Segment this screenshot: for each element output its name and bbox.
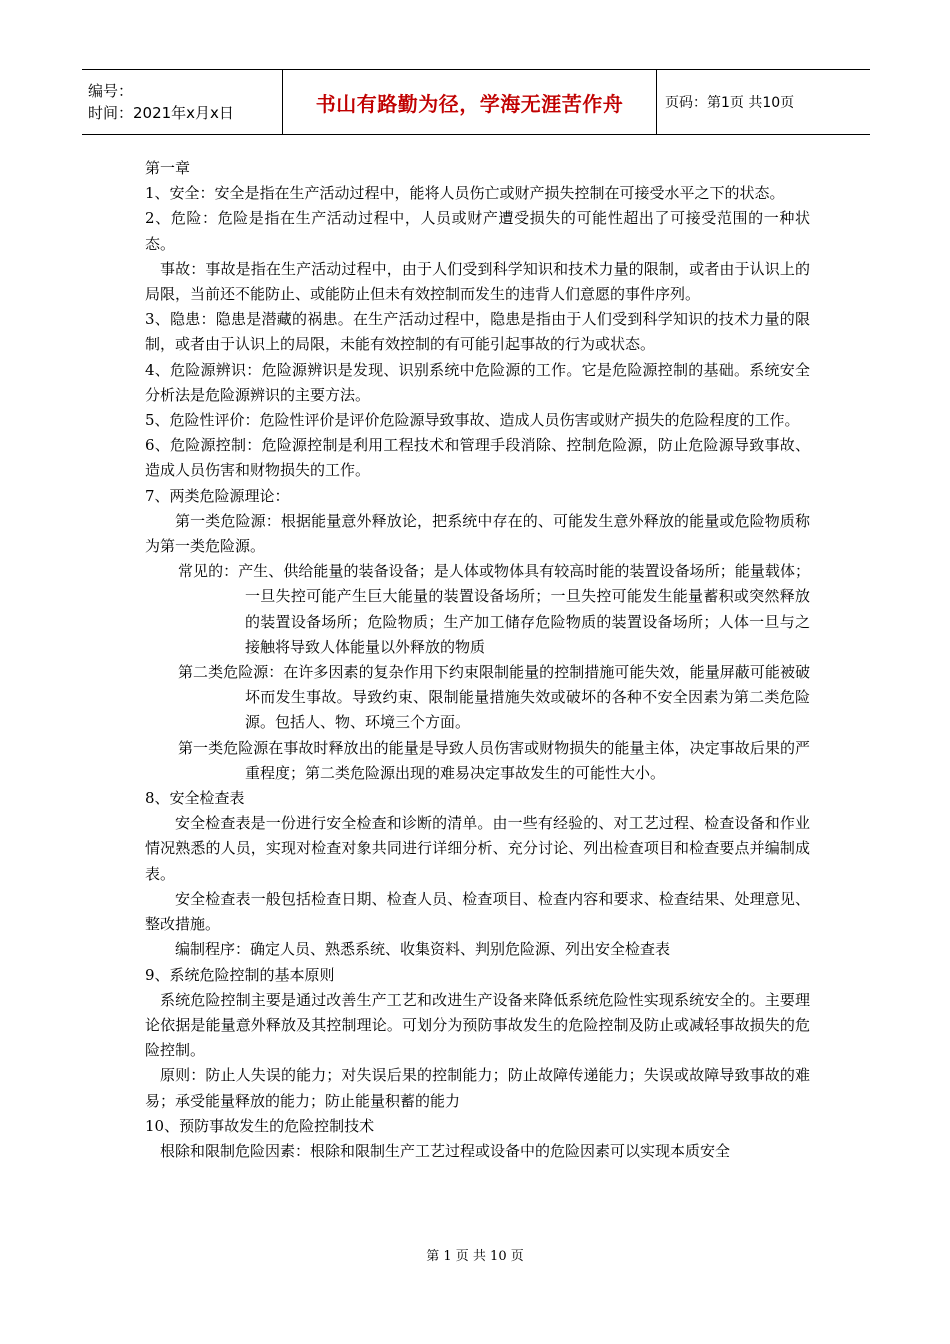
- header-page-info: 页码：第1页 共10页: [665, 95, 795, 111]
- chapter-title: 第一章: [145, 159, 191, 177]
- paragraph: 9、系统危险控制的基本原则: [145, 965, 335, 984]
- header-motto: 书山有路勤为径，学海无涯苦作舟: [282, 70, 657, 134]
- paragraph: 7、两类危险源理论：: [145, 486, 290, 505]
- paragraph: 根除和限制危险因素：根除和限制生产工艺过程或设备中的危险因素可以实现本质安全: [160, 1141, 731, 1160]
- paragraph: 第二类危险源：在许多因素的复杂作用下约束限制能量的控制措施可能失效，能量屏蔽可能被破坏而发生事故。导致约束、限制能量措施失效或破坏的各种不安全因素为第二类危险源。包括人、物、环境三个方面。: [178, 663, 810, 732]
- paragraph: 常见的：产生、供给能量的装备设备；是人体或物体具有较高时能的装置设备场所；能量载体；一旦失控可能产生巨大能量的装置设备场所；一旦失控可能发生能量蓄积或突然释放的装置设备场所；危险物质；生产加工储存危险物质的装置设备场所；人体一旦与之接触将导致人体能量以外释放的物质: [178, 562, 810, 656]
- paragraph: 事故：事故是指在生产活动过程中，由于人们受到科学知识和技术力量的限制，或者由于认识上的局限，当前还不能防止、或能防止但未有效控制而发生的违背人们意愿的事件序列。: [145, 259, 810, 304]
- paragraph: 第一类危险源在事故时释放出的能量是导致人员伤害或财物损失的能量主体，决定事故后果的严重程度；第二类危险源出现的难易决定事故发生的可能性大小。: [178, 738, 810, 782]
- paragraph: 5、危险性评价：危险性评价是评价危险源导致事故、造成人员伤害或财产损失的危险程度的工作。: [145, 411, 800, 430]
- paragraph: 编制程序：确定人员、熟悉系统、收集资料、判别危险源、列出安全检查表: [175, 940, 671, 959]
- number-label: 编号：: [88, 82, 134, 100]
- paragraph: 10、预防事故发生的危险控制技术: [145, 1116, 375, 1135]
- paragraph: 3、隐患：隐患是潜藏的祸患。在生产活动过程中，隐患是指由于人们受到科学知识的技术力量的限制，或者由于认识上的局限，未能有效控制的有可能引起事故的行为或状态。: [145, 310, 810, 354]
- paragraph: 4、危险源辨识：危险源辨识是发现、识别系统中危险源的工作。它是危险源控制的基础。系统安全分析法是危险源辨识的主要方法。: [145, 360, 810, 404]
- paragraph: 安全检查表是一份进行安全检查和诊断的清单。由一些有经验的、对工艺过程、检查设备和作业情况熟悉的人员，实现对检查对象共同进行详细分析、充分讨论、列出检查项目和检查要点并编制成表。: [145, 814, 810, 883]
- paragraph: 第一类危险源：根据能量意外释放论，把系统中存在的、可能发生意外释放的能量或危险物质称为第一类危险源。: [145, 511, 810, 556]
- header-meta: [82, 70, 282, 134]
- page-footer: 第 1 页 共 10 页: [426, 1249, 524, 1264]
- paragraph: 安全检查表一般包括检查日期、检查人员、检查项目、检查内容和要求、检查结果、处理意见、整改措施。: [145, 889, 810, 934]
- document-body: [145, 156, 810, 1164]
- paragraph: 6、危险源控制：危险源控制是利用工程技术和管理手段消除、控制危险源，防止危险源导致事故、造成人员伤害和财物损失的工作。: [145, 436, 810, 480]
- paragraph: 系统危险控制主要是通过改善生产工艺和改进生产设备来降低系统危险性实现系统安全的。主要理论依据是能量意外释放及其控制理论。可划分为预防事故发生的危险控制及防止或减轻事故损失的危险控制。: [145, 990, 810, 1060]
- paragraph: 8、安全检查表: [145, 789, 245, 808]
- date-label: 时间：2021年x月x日: [88, 104, 234, 122]
- paragraph: 1、安全：安全是指在生产活动过程中，能将人员伤亡或财产损失控制在可接受水平之下的状态。: [145, 184, 785, 203]
- header-table: [82, 69, 870, 135]
- paragraph: 原则：防止人失误的能力；对失误后果的控制能力；防止故障传递能力；失误或故障导致事故的难易；承受能量释放的能力；防止能量积蓄的能力: [145, 1066, 810, 1110]
- paragraph: 2、危险：危险是指在生产活动过程中，人员或财产遭受损失的可能性超出了可接受范围的一种状态。: [145, 209, 810, 253]
